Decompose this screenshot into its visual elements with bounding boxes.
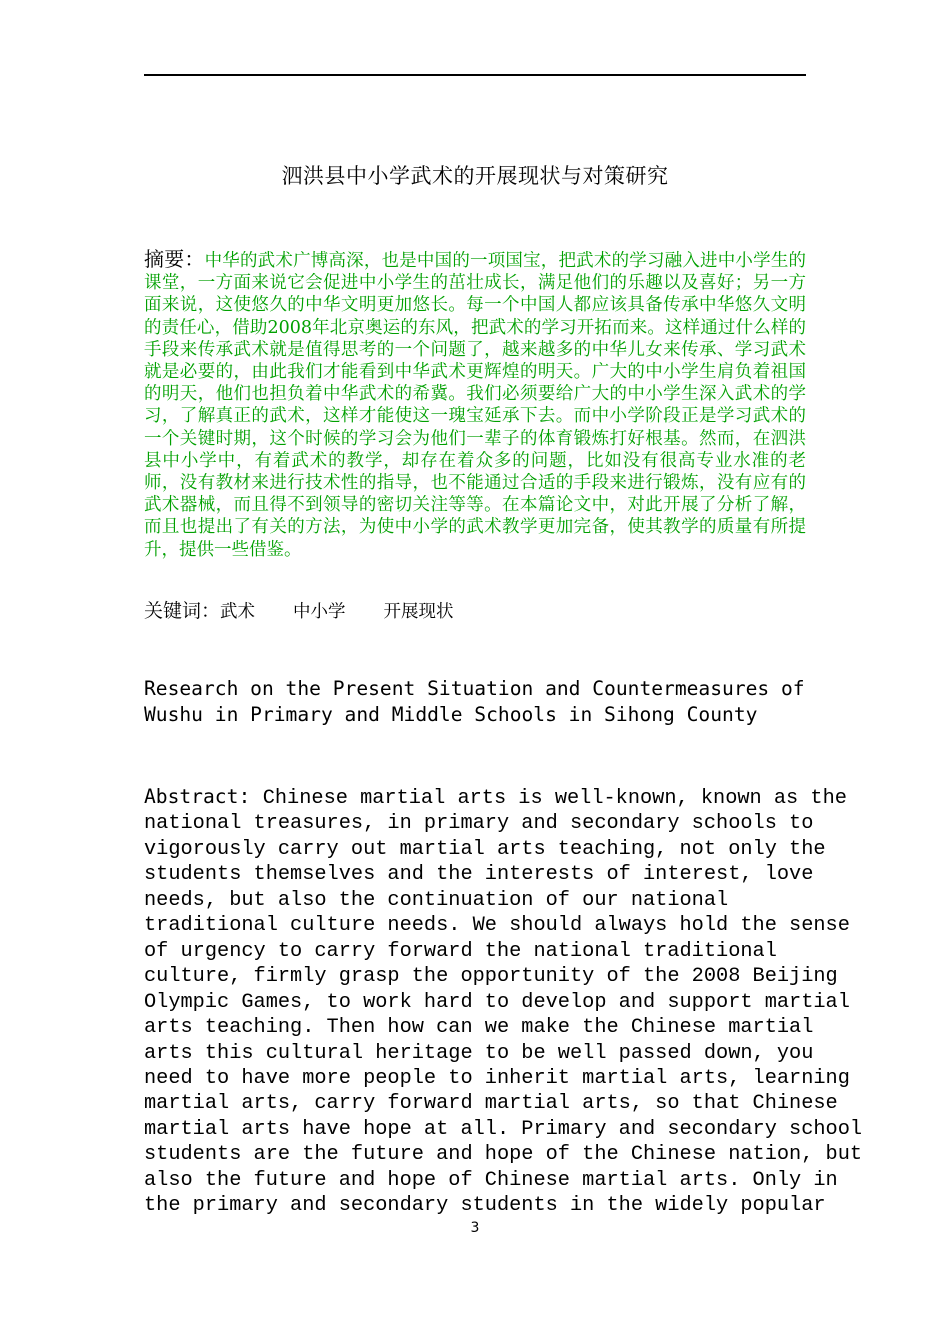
page-number: 3 <box>470 1220 480 1236</box>
keyword: 武术 <box>220 602 256 622</box>
chinese-title: 泗洪县中小学武术的开展现状与对策研究 <box>281 164 669 188</box>
english-abstract-label: Abstract <box>144 785 239 808</box>
keywords-line <box>144 596 806 623</box>
english-abstract <box>144 784 863 1219</box>
keyword: 开展现状 <box>383 602 454 622</box>
english-abstract-text: : Chinese martial arts is well-known, known as the national treasures, in primary and secondary schools to vigorously carry out martial arts teaching, not only the students themselves and the interests of interest, love needs, but also the continuation of our national traditional culture needs. We should always hold the sense of urgency to carry forward the national traditional culture, firmly grasp the opportunity of the 2008 Beijing Olympic Games, to work hard to develop and support martial arts teaching. Then how can we make the Chinese martial arts this cultural heritage to be well passed down, you need to have more people to inherit martial arts, learning martial arts, carry forward martial arts, so that Chinese martial arts have hope at all. Primary and secondary school students are the future and hope of the Chinese nation, but also the future and hope of Chinese martial arts. Only in the primary and secondary students in the widely popular <box>144 787 863 1218</box>
keyword: 中小学 <box>293 602 346 622</box>
chinese-abstract-label: 摘要： <box>144 247 205 271</box>
chinese-abstract-text: 中华的武术广博高深，也是中国的一项国宝，把武术的学习融入进中小学生的课堂，一方面来说它会促进中小学生的茁壮成长，满足他们的乐趣以及喜好；另一方面来说，这使悠久的中华文明更加悠长。每一个中国人都应该具备传承中华悠久文明的责任心，借助2008年北京奥运的东风，把武术的学习开拓而来。这样通过什么样的手段来传承武术就是值得思考的一个问题了，越来越多的中华儿女来传承、学习武术就是必要的，由此我们才能看到中华武术更辉煌的明天。广大的中小学生肩负着祖国的明天，他们也担负着中华武术的希冀。我们必须要给广大的中小学生深入武术的学习，了解真正的武术，这样才能使这一瑰宝延承下去。而中小学阶段正是学习武术的一个关键时期，这个时候的学习会为他们一辈子的体育锻炼打好根基。然而，在泗洪县中小学中，有着武术的教学，却存在着众多的问题，比如没有很高专业水准的老师，没有教材来进行技术性的指导，也不能通过合适的手段来进行锻炼，没有应有的武术器械，而且得不到领导的密切关注等等。在本篇论文中，对此开展了分析了解，而且也提出了有关的方法，为使中小学的武术教学更加完备，使其教学的质量有所提升，提供一些借鉴。 <box>144 251 807 560</box>
header-rule <box>144 74 806 76</box>
english-title: Research on the Present Situation and Countermeasures of Wushu in Primary and Middle Schools in Sihong County <box>144 677 805 726</box>
chinese-abstract <box>144 248 806 561</box>
keywords-label: 关键词： <box>144 600 221 622</box>
